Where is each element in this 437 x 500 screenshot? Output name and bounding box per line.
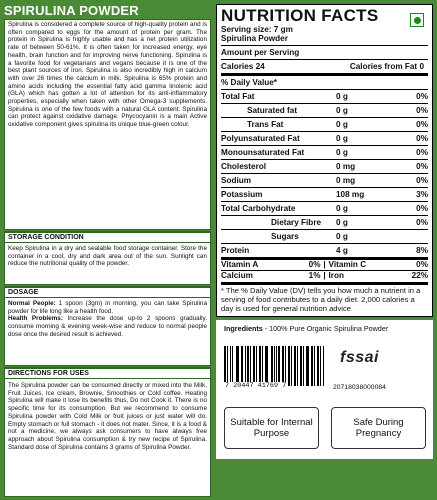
nutrient-name: Total Fat [221, 92, 255, 101]
veg-mark-icon [410, 13, 424, 27]
vitamin-row [221, 260, 428, 270]
internal-purpose-badge: Suitable for Internal Purpose [224, 407, 319, 449]
nutrient-name: Trans Fat [247, 120, 284, 129]
dosage-normal [5, 298, 210, 315]
nutrient-amount: 0 g [336, 134, 348, 143]
nutrient-row [221, 243, 428, 257]
nutrient-amount: 0 g [336, 232, 348, 241]
nutrient-name: Sugars [271, 232, 299, 241]
vitamin-name: Iron [328, 271, 344, 280]
ingredients-line [224, 324, 429, 333]
nutrient-name: Polyunsaturated Fat [221, 134, 300, 143]
storage-header: STORAGE CONDITION [5, 232, 210, 243]
vitamin-pct: 0% [416, 260, 428, 269]
barcode-number: 7 20447 41769 7 [225, 382, 287, 390]
nutrient-pct: 0% [416, 176, 428, 185]
nutrient-name: Sodium [221, 176, 252, 185]
dosage-normal-text: 1 spoon (3gm) in morning, you can take Spirulina powder for life long like a health food. [8, 300, 207, 315]
ingredients-text: - 100% Pure Organic Spirulina Powder [264, 324, 389, 333]
pregnancy-safe-badge: Safe During Pregnancy [331, 407, 426, 449]
nutrient-row [221, 145, 428, 159]
dosage-box [4, 286, 211, 366]
nutrient-pct: 3% [416, 190, 428, 199]
product-title: SPIRULINA POWDER [4, 3, 139, 18]
directions-box [4, 367, 211, 497]
nutrient-amount: 0 g [336, 218, 348, 227]
nutrient-amount: 0 mg [336, 162, 356, 171]
nutrient-row [221, 201, 428, 215]
nutrient-name: Total Carbohydrate [221, 204, 296, 213]
nutrient-pct: 0% [416, 148, 428, 157]
serving-size: Serving size: 7 gm [221, 25, 293, 34]
fssai-logo: fssai [340, 349, 379, 366]
nutrient-row [221, 131, 428, 145]
nutrient-amount: 0 g [336, 92, 348, 101]
amount-per-serving-label: Amount per Serving [221, 48, 300, 57]
vitamin-pct: 1% [308, 271, 321, 280]
vitamin-name: Vitamin C [328, 260, 367, 269]
ingredients-panel [216, 320, 433, 459]
barcode-image [224, 346, 324, 386]
nutrient-name: Dietary Fibre [271, 218, 322, 227]
calories-row [221, 59, 428, 73]
nutrient-amount: 0 g [336, 120, 348, 129]
nutrient-row [221, 229, 428, 243]
nutrient-pct: 0% [416, 134, 428, 143]
nutrient-pct: 0% [416, 162, 428, 171]
dosage-header: DOSAGE [5, 287, 210, 298]
nutrient-row [221, 103, 428, 117]
nutrition-facts-panel [216, 4, 433, 317]
fssai-license-number: 20718038000084 [333, 384, 386, 391]
nutrient-pct: 0% [416, 204, 428, 213]
dv-header: % Daily Value* [221, 78, 277, 87]
nutrient-name: Cholesterol [221, 162, 267, 171]
calories-fat-value: Calories from Fat 0 [349, 62, 424, 71]
nutrient-amount: 0 g [336, 106, 348, 115]
nutrient-amount: 0 mg [336, 176, 356, 185]
vitamin-pct: 22% [411, 271, 428, 280]
nutrient-row [221, 173, 428, 187]
nutrient-amount: 0 g [336, 148, 348, 157]
nutrient-pct: 0% [416, 106, 428, 115]
vitamin-separator: | [323, 260, 326, 269]
description-box [4, 19, 211, 230]
dosage-health [5, 315, 210, 338]
directions-text: The Spirulina powder can be consumed directly or mixed into the Milk, Fruit Juices, Ice cream, Brownie, Smoothies or Cold coffee. Heating Spirulina will make it lose its benefits thus, Do not Cook it. There is no specific time for its consumption. But we recommend to consume Spirulina powder with Cold Milk or fruit juices or just water will do. Empty stomach or full stomach - it does not mater. Since, it is a food & not a medicine, we always ask consumers to have always free approach about Spirulina consumption & try new recipe of Spirulina. Standard dose of Spirulina contains 3 grams of Spirulina Powder. [8, 382, 207, 451]
calories-value: Calories 24 [221, 62, 265, 71]
dv-header-row [221, 73, 428, 89]
nutrient-name: Saturated fat [247, 106, 298, 115]
nutrient-row [221, 117, 428, 131]
nutrient-name: Potassium [221, 190, 263, 199]
nutrient-row [221, 187, 428, 201]
dosage-normal-label: Normal People: [8, 300, 56, 307]
amount-per-serving [221, 45, 428, 59]
vitamin-pct: 0% [308, 260, 321, 269]
nutrient-pct: 0% [416, 120, 428, 129]
storage-text: Keep Spirulina in a dry and sealable food storage container. Store the container in a cool, dry and dark area out of the sun. Sunlight can reduce the nutritional quality of the powder. [8, 245, 207, 268]
vitamin-row [221, 270, 428, 281]
nutrient-name: Protein [221, 246, 250, 255]
nutrient-name: Monounsaturated Fat [221, 148, 305, 157]
nutrition-title: NUTRITION FACTS [221, 6, 379, 25]
nutrient-amount: 0 g [336, 204, 348, 213]
nutrient-row [221, 215, 428, 229]
ingredients-label: Ingredients [224, 324, 263, 333]
description-text: Spirulina is considered a complete source of high-quality protein and is often compared to eggs for the amount of protein per gram. The protein in Spirulina is highly usable and has a net protein utilization rate of between 50-61%. It is often taken for increased energy, eye health, brain function and for improving nerve functioning. Spirulina is a favorite food for vegetarians and vegans because it is one of the best plant sources of iron. Spirulina is also incredibly high in calcium with over 26 times the calcium in milk. Spirulina is 65% protein and amino acids including the essential fatty acid gamma linolenic acid (GLA) which has gotten a lot of attention for its anti-inflammatory properties, especially when taken with other Omega-3 supplements. Spirulina is one of the few foods with a natural GLA content. Spirulina can protect against oxidative damage. Phycocyanin is a main Active oxidative component gives spirulina its unique blue-green colour. [8, 21, 207, 129]
directions-header: DIRECTIONS FOR USES [5, 368, 210, 379]
dv-footnote: * The % Daily Value (DV) tells you how much a nutrient in a serving of food contributes to a daily diet. 2,000 calories a day is used for general nutrition advice [221, 282, 428, 313]
product-name: Spirulina Powder [221, 34, 288, 43]
nutrient-pct: 0% [416, 92, 428, 101]
vitamin-rows [221, 257, 428, 281]
dosage-health-text: Increase the dose up-to 2 spoons gradually. consume morning & evening week-wise and reduce to normal people dose once the desired result is achieved. [8, 315, 207, 338]
dosage-health-label: Health Problems: [8, 315, 63, 323]
nutrient-amount: 4 g [336, 246, 348, 255]
storage-box [4, 231, 211, 285]
vitamin-name: Calcium [221, 271, 253, 280]
left-column [4, 4, 211, 496]
nutrient-pct: 8% [416, 246, 428, 255]
nutrient-row [221, 89, 428, 103]
nutrient-row [221, 159, 428, 173]
nutrient-pct: 0% [416, 218, 428, 227]
nutrient-rows [221, 89, 428, 257]
nutrient-amount: 108 mg [336, 190, 365, 199]
vitamin-separator: | [323, 271, 326, 280]
right-column [216, 4, 433, 459]
vitamin-name: Vitamin A [221, 260, 259, 269]
